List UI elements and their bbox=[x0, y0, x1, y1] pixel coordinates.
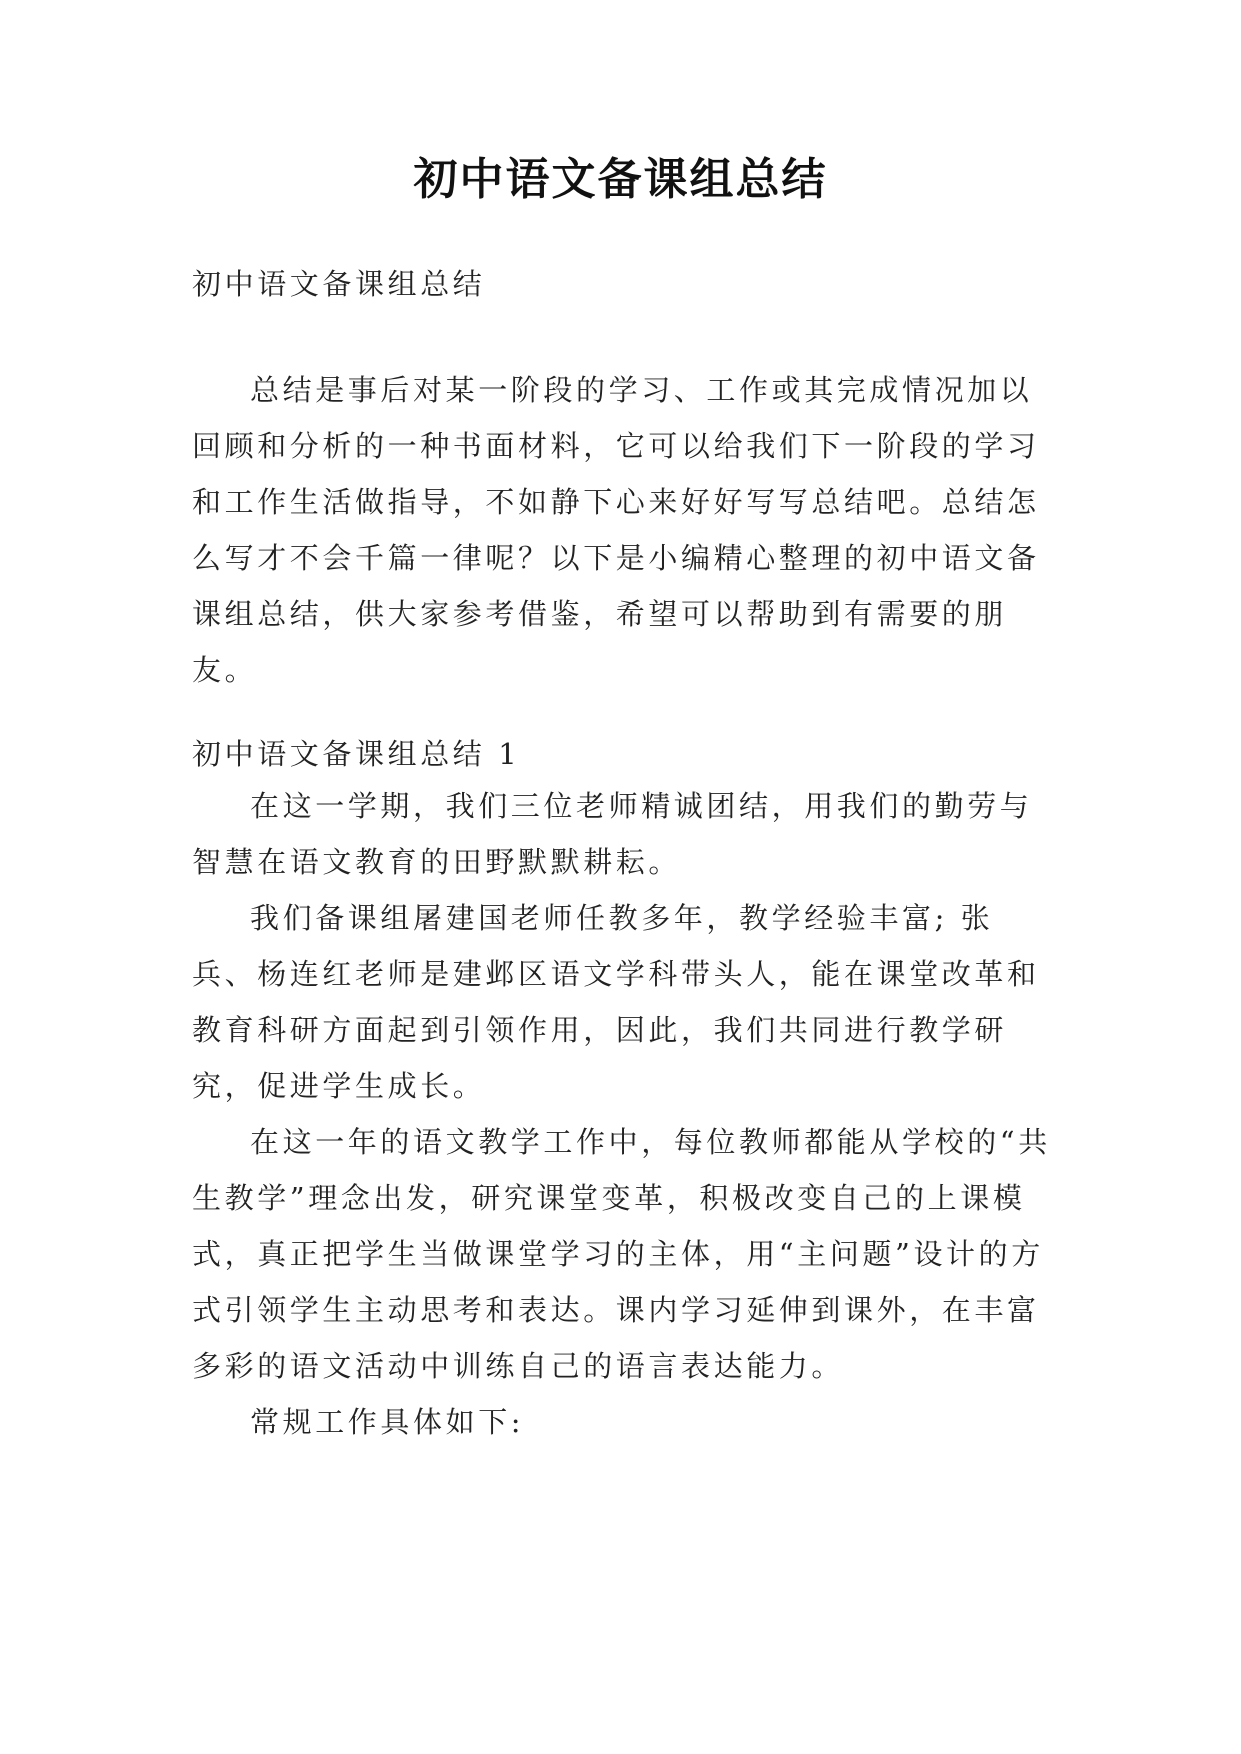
paragraph: 在这一学期，我们三位老师精诚团结，用我们的勤劳与智慧在语文教育的田野默默耕耘。 bbox=[192, 789, 1033, 879]
section-heading: 初中语文备课组总结 1 bbox=[192, 737, 521, 771]
paragraph: 常规工作具体如下: bbox=[250, 1405, 525, 1439]
document-title: 初中语文备课组总结 bbox=[413, 154, 828, 205]
section-body bbox=[192, 778, 1052, 1450]
intro-text: 总结是事后对某一阶段的学习、工作或其完成情况加以回顾和分析的一种书面材料，它可以给我们下一阶段的学习和工作生活做指导，不如静下心来好好写写总结吧。总结怎么写才不会千篇一律呢？以下是小编精心整理的初中语文备课组总结，供大家参考借鉴，希望可以帮助到有需要的朋友。 bbox=[192, 373, 1040, 687]
paragraph: 在这一年的语文教学工作中，每位教师都能从学校的“共生教学”理念出发，研究课堂变革，积极改变自己的上课模式，真正把学生当做课堂学习的主体，用“主问题”设计的方式引领学生主动思考和表达。课内学习延伸到课外，在丰富多彩的语文活动中训练自己的语言表达能力。 bbox=[192, 1125, 1051, 1383]
paragraph: 我们备课组屠建国老师任教多年，教学经验丰富; 张兵、杨连红老师是建邺区语文学科带头人，能在课堂改革和教育科研方面起到引领作用，因此，我们共同进行教学研究，促进学生成长。 bbox=[192, 901, 1040, 1103]
document-subtitle: 初中语文备课组总结 bbox=[192, 267, 486, 301]
intro-paragraph bbox=[192, 362, 1052, 698]
